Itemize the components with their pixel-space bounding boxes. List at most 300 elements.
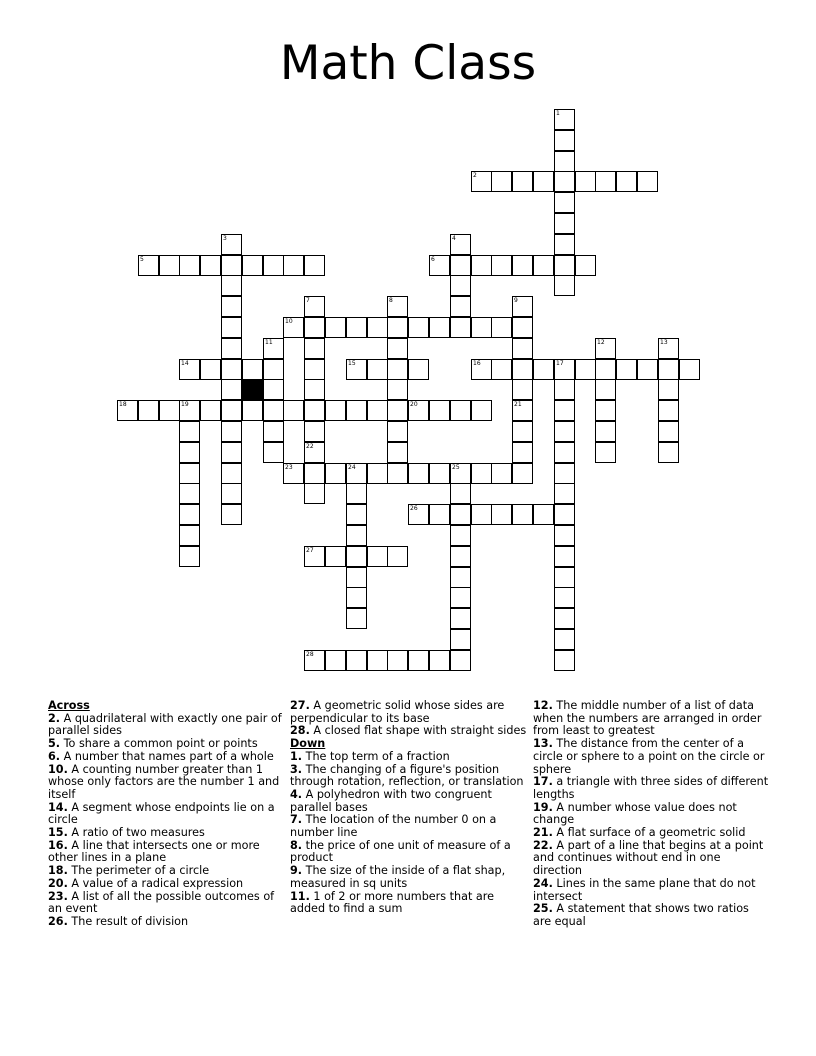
grid-cell[interactable] [242, 400, 263, 421]
cell-number: 10 [285, 318, 293, 325]
clue-column-3 [533, 700, 769, 929]
cell-number: 16 [473, 360, 481, 367]
grid-cell[interactable] [408, 317, 429, 338]
cell-number: 17 [556, 360, 564, 367]
grid-cell[interactable] [658, 338, 679, 359]
clue-number: 1. [290, 749, 303, 763]
grid-cell[interactable] [138, 255, 159, 276]
cell-number: 28 [306, 651, 314, 658]
grid-cell[interactable] [159, 255, 180, 276]
across-clue [290, 700, 528, 725]
grid-cell[interactable] [221, 359, 242, 380]
grid-cell[interactable] [221, 275, 242, 296]
clue-text: The middle number of a list of data when the numbers are arranged in order from least to greatest [533, 699, 762, 738]
grid-cell[interactable] [283, 400, 304, 421]
grid-cell[interactable] [554, 275, 575, 296]
grid-cell[interactable] [554, 213, 575, 234]
grid-cell[interactable] [221, 442, 242, 463]
grid-cell[interactable] [179, 546, 200, 567]
grid-cell[interactable] [471, 400, 492, 421]
clue-text: The result of division [71, 914, 189, 928]
cell-number: 27 [306, 547, 314, 554]
cell-number: 15 [348, 360, 356, 367]
across-clue [48, 891, 284, 916]
grid-cell[interactable] [346, 359, 367, 380]
grid-cell[interactable] [429, 504, 450, 525]
grid-cell[interactable] [408, 463, 429, 484]
across-clue [48, 802, 284, 827]
cell-number: 6 [431, 256, 435, 263]
grid-cell[interactable] [221, 421, 242, 442]
clue-number: 14. [48, 800, 68, 814]
grid-cell[interactable] [554, 379, 575, 400]
grid-cell[interactable] [450, 629, 471, 650]
block-cell [242, 379, 263, 400]
cell-number: 18 [119, 401, 127, 408]
grid-cell[interactable] [346, 587, 367, 608]
grid-cell[interactable] [429, 650, 450, 671]
grid-cell[interactable] [304, 421, 325, 442]
grid-cell[interactable] [554, 421, 575, 442]
grid-cell[interactable] [471, 463, 492, 484]
grid-cell[interactable] [554, 130, 575, 151]
grid-cell[interactable] [179, 442, 200, 463]
grid-cell[interactable] [595, 171, 616, 192]
grid-cell[interactable] [387, 421, 408, 442]
clue-text: 1 of 2 or more numbers that are added to find a sum [290, 889, 495, 916]
grid-cell[interactable] [450, 608, 471, 629]
clue-number: 8. [290, 838, 303, 852]
grid-cell[interactable] [346, 525, 367, 546]
grid-cell[interactable] [346, 608, 367, 629]
clue-text: A polyhedron with two congruent parallel bases [290, 787, 492, 814]
grid-cell[interactable] [450, 546, 471, 567]
cell-number: 23 [285, 464, 293, 471]
grid-cell[interactable] [387, 379, 408, 400]
grid-cell[interactable] [283, 255, 304, 276]
clue-number: 10. [48, 762, 68, 776]
clue-number: 21. [533, 826, 553, 840]
grid-cell[interactable] [554, 567, 575, 588]
grid-cell[interactable] [595, 338, 616, 359]
clue-number: 27. [290, 699, 310, 712]
grid-cell[interactable] [491, 463, 512, 484]
clue-number: 24. [533, 876, 553, 890]
grid-cell[interactable] [616, 171, 637, 192]
cell-number: 26 [410, 505, 418, 512]
grid-cell[interactable] [450, 234, 471, 255]
grid-cell[interactable] [471, 317, 492, 338]
across-clue [290, 725, 528, 738]
clue-number: 15. [48, 826, 68, 840]
grid-cell[interactable] [387, 546, 408, 567]
grid-cell[interactable] [554, 608, 575, 629]
grid-cell[interactable] [346, 463, 367, 484]
grid-cell[interactable] [346, 400, 367, 421]
clue-number: 9. [290, 864, 303, 878]
cell-number: 21 [514, 401, 522, 408]
clue-number: 19. [533, 800, 553, 814]
down-clue [533, 776, 769, 801]
across-heading: Across [48, 699, 90, 712]
grid-cell[interactable] [200, 359, 221, 380]
grid-cell[interactable] [471, 359, 492, 380]
cell-number: 9 [514, 297, 518, 304]
clue-number: 12. [533, 699, 553, 712]
cell-number: 19 [181, 401, 189, 408]
grid-cell[interactable] [595, 421, 616, 442]
down-clue [290, 814, 528, 839]
down-clue [290, 840, 528, 865]
grid-cell[interactable] [179, 483, 200, 504]
across-clue [48, 916, 284, 929]
clue-text: a triangle with three sides of different lengths [533, 775, 769, 801]
grid-cell[interactable] [512, 421, 533, 442]
grid-cell[interactable] [408, 650, 429, 671]
clue-text: A line that intersects one or more other lines in a plane [48, 838, 260, 865]
grid-cell[interactable] [304, 296, 325, 317]
clue-text: The perimeter of a circle [71, 864, 210, 878]
grid-cell[interactable] [637, 171, 658, 192]
grid-cell[interactable] [367, 463, 388, 484]
clue-text: A geometric solid whose sides are perpendicular to its base [290, 699, 505, 725]
grid-cell[interactable] [117, 400, 138, 421]
cell-number: 8 [389, 297, 393, 304]
grid-cell[interactable] [387, 338, 408, 359]
grid-cell[interactable] [512, 504, 533, 525]
grid-cell[interactable] [658, 359, 679, 380]
clue-text: The top term of a fraction [305, 749, 450, 763]
clue-text: A list of all the possible outcomes of an event [48, 889, 275, 916]
grid-cell[interactable] [221, 463, 242, 484]
grid-cell[interactable] [554, 151, 575, 172]
down-clue [290, 865, 528, 890]
grid-cell[interactable] [263, 338, 284, 359]
grid-cell[interactable] [179, 400, 200, 421]
grid-cell[interactable] [325, 650, 346, 671]
clue-text: A quadrilateral with exactly one pair of parallel sides [48, 711, 282, 738]
grid-cell[interactable] [595, 442, 616, 463]
grid-cell[interactable] [283, 463, 304, 484]
grid-cell[interactable] [325, 317, 346, 338]
grid-cell[interactable] [595, 379, 616, 400]
grid-cell[interactable] [179, 359, 200, 380]
grid-cell[interactable] [387, 400, 408, 421]
grid-cell[interactable] [304, 442, 325, 463]
grid-cell[interactable] [408, 400, 429, 421]
grid-cell[interactable] [658, 400, 679, 421]
grid-cell[interactable] [450, 275, 471, 296]
clue-number: 4. [290, 787, 303, 801]
across-clue [48, 713, 284, 738]
clue-column-1 [48, 700, 284, 929]
grid-cell[interactable] [179, 504, 200, 525]
grid-cell[interactable] [263, 255, 284, 276]
grid-cell[interactable] [595, 359, 616, 380]
down-clue [533, 802, 769, 827]
clue-text: A part of a line that begins at a point and continues without end in one direction [533, 838, 764, 878]
cell-number: 5 [140, 256, 144, 263]
grid-cell[interactable] [637, 359, 658, 380]
grid-cell[interactable] [179, 463, 200, 484]
clue-number: 7. [290, 813, 303, 827]
grid-cell[interactable] [367, 359, 388, 380]
grid-cell[interactable] [304, 359, 325, 380]
down-clue [533, 878, 769, 903]
down-heading: Down [290, 737, 326, 751]
grid-cell[interactable] [367, 546, 388, 567]
grid-cell[interactable] [616, 359, 637, 380]
grid-cell[interactable] [242, 359, 263, 380]
grid-cell[interactable] [450, 504, 471, 525]
down-clue [290, 764, 528, 789]
cell-number: 3 [223, 235, 227, 242]
grid-cell[interactable] [450, 525, 471, 546]
grid-cell[interactable] [471, 504, 492, 525]
grid-cell[interactable] [512, 255, 533, 276]
grid-cell[interactable] [512, 296, 533, 317]
grid-cell[interactable] [554, 192, 575, 213]
grid-cell[interactable] [283, 317, 304, 338]
grid-cell[interactable] [554, 463, 575, 484]
grid-cell[interactable] [387, 442, 408, 463]
grid-cell[interactable] [367, 400, 388, 421]
grid-cell[interactable] [367, 317, 388, 338]
clue-number: 6. [48, 749, 61, 763]
grid-cell[interactable] [221, 379, 242, 400]
grid-cell[interactable] [429, 317, 450, 338]
across-clue [48, 840, 284, 865]
grid-cell[interactable] [575, 255, 596, 276]
grid-cell[interactable] [325, 546, 346, 567]
grid-cell[interactable] [491, 255, 512, 276]
grid-cell[interactable] [471, 255, 492, 276]
grid-cell[interactable] [387, 317, 408, 338]
cell-number: 25 [452, 464, 460, 471]
grid-cell[interactable] [221, 296, 242, 317]
grid-cell[interactable] [387, 650, 408, 671]
grid-cell[interactable] [512, 442, 533, 463]
grid-cell[interactable] [554, 109, 575, 130]
grid-cell[interactable] [450, 255, 471, 276]
grid-cell[interactable] [491, 504, 512, 525]
grid-cell[interactable] [325, 400, 346, 421]
grid-cell[interactable] [221, 255, 242, 276]
grid-cell[interactable] [512, 463, 533, 484]
clue-number: 3. [290, 762, 303, 776]
grid-cell[interactable] [387, 359, 408, 380]
clue-text: A statement that shows two ratios are equal [533, 902, 749, 928]
clue-text: The size of the inside of a flat shap, measured in sq units [290, 864, 506, 890]
grid-cell[interactable] [263, 442, 284, 463]
grid-cell[interactable] [533, 359, 554, 380]
clue-number: 2. [48, 711, 61, 725]
grid-cell[interactable] [554, 483, 575, 504]
down-clue [290, 891, 528, 916]
clue-text: Lines in the same plane that do not intersect [533, 876, 756, 903]
grid-cell[interactable] [221, 400, 242, 421]
down-clue [533, 738, 769, 776]
grid-cell[interactable] [658, 442, 679, 463]
clue-text: The distance from the center of a circle or sphere to a point on the circle or sphere [533, 737, 765, 776]
grid-cell[interactable] [533, 504, 554, 525]
grid-cell[interactable] [512, 400, 533, 421]
grid-cell[interactable] [554, 234, 575, 255]
clue-text: A segment whose endpoints lie on a circle [48, 800, 275, 827]
cell-number: 24 [348, 464, 356, 471]
clue-number: 13. [533, 737, 553, 751]
grid-cell[interactable] [159, 400, 180, 421]
clue-text: A ratio of two measures [71, 826, 205, 840]
grid-cell[interactable] [450, 650, 471, 671]
grid-cell[interactable] [554, 359, 575, 380]
grid-cell[interactable] [263, 421, 284, 442]
grid-cell[interactable] [450, 317, 471, 338]
grid-cell[interactable] [179, 421, 200, 442]
grid-cell[interactable] [658, 421, 679, 442]
grid-cell[interactable] [179, 255, 200, 276]
grid-cell[interactable] [575, 359, 596, 380]
cell-number: 13 [660, 339, 668, 346]
cell-number: 20 [410, 401, 418, 408]
grid-cell[interactable] [450, 483, 471, 504]
grid-cell[interactable] [595, 400, 616, 421]
grid-cell[interactable] [450, 400, 471, 421]
grid-cell[interactable] [429, 255, 450, 276]
grid-cell[interactable] [408, 504, 429, 525]
cell-number: 12 [597, 339, 605, 346]
grid-cell[interactable] [512, 359, 533, 380]
grid-cell[interactable] [200, 400, 221, 421]
grid-cell[interactable] [346, 567, 367, 588]
grid-cell[interactable] [450, 567, 471, 588]
grid-cell[interactable] [346, 650, 367, 671]
grid-cell[interactable] [221, 504, 242, 525]
grid-cell[interactable] [138, 400, 159, 421]
cell-number: 7 [306, 297, 310, 304]
grid-cell[interactable] [491, 317, 512, 338]
grid-cell[interactable] [512, 171, 533, 192]
clue-text: A number that names part of a whole [63, 749, 274, 763]
grid-cell[interactable] [263, 379, 284, 400]
clue-text: The changing of a figure's position through rotation, reflection, or translation [290, 762, 524, 789]
cell-number: 22 [306, 443, 314, 450]
grid-cell[interactable] [325, 463, 346, 484]
grid-cell[interactable] [554, 587, 575, 608]
clue-number: 11. [290, 889, 310, 903]
grid-cell[interactable] [554, 525, 575, 546]
clue-number: 22. [533, 838, 553, 852]
grid-cell[interactable] [679, 359, 700, 380]
clue-number: 25. [533, 902, 553, 916]
grid-cell[interactable] [221, 338, 242, 359]
grid-cell[interactable] [429, 400, 450, 421]
grid-cell[interactable] [512, 379, 533, 400]
grid-cell[interactable] [533, 171, 554, 192]
clue-text: To share a common point or points [63, 737, 258, 751]
grid-cell[interactable] [658, 379, 679, 400]
grid-cell[interactable] [554, 400, 575, 421]
grid-cell[interactable] [346, 504, 367, 525]
clue-text: A counting number greater than 1 whose only factors are the number 1 and itself [48, 762, 280, 801]
grid-cell[interactable] [491, 171, 512, 192]
grid-cell[interactable] [221, 483, 242, 504]
clue-text: A value of a radical expression [71, 876, 244, 890]
clue-number: 16. [48, 838, 68, 852]
grid-cell[interactable] [304, 483, 325, 504]
grid-cell[interactable] [304, 463, 325, 484]
grid-cell[interactable] [304, 379, 325, 400]
grid-cell[interactable] [554, 504, 575, 525]
grid-cell[interactable] [408, 359, 429, 380]
grid-cell[interactable] [554, 442, 575, 463]
grid-cell[interactable] [304, 546, 325, 567]
grid-cell[interactable] [554, 629, 575, 650]
grid-cell[interactable] [263, 359, 284, 380]
grid-cell[interactable] [221, 317, 242, 338]
clue-text: A flat surface of a geometric solid [556, 826, 746, 840]
cell-number: 4 [452, 235, 456, 242]
grid-cell[interactable] [512, 317, 533, 338]
grid-cell[interactable] [554, 650, 575, 671]
grid-cell[interactable] [575, 171, 596, 192]
grid-cell[interactable] [200, 255, 221, 276]
grid-cell[interactable] [304, 338, 325, 359]
grid-cell[interactable] [450, 463, 471, 484]
grid-cell[interactable] [304, 317, 325, 338]
clue-number: 28. [290, 724, 310, 738]
grid-cell[interactable] [242, 255, 263, 276]
grid-cell[interactable] [221, 234, 242, 255]
grid-cell[interactable] [450, 587, 471, 608]
grid-cell[interactable] [346, 483, 367, 504]
down-clue [533, 840, 769, 878]
grid-cell[interactable] [429, 463, 450, 484]
grid-cell[interactable] [346, 317, 367, 338]
clue-text: the price of one unit of measure of a product [290, 838, 511, 865]
grid-cell[interactable] [387, 296, 408, 317]
grid-cell[interactable] [491, 359, 512, 380]
down-clue [533, 700, 769, 738]
grid-cell[interactable] [179, 525, 200, 546]
grid-cell[interactable] [304, 400, 325, 421]
grid-cell[interactable] [471, 171, 492, 192]
clue-number: 17. [533, 775, 553, 789]
grid-cell[interactable] [554, 255, 575, 276]
cell-number: 11 [265, 339, 273, 346]
clue-number: 26. [48, 914, 68, 928]
grid-cell[interactable] [387, 463, 408, 484]
grid-cell[interactable] [450, 296, 471, 317]
clue-text: A number whose value does not change [533, 800, 737, 827]
clue-text: The location of the number 0 on a number line [290, 813, 497, 840]
grid-cell[interactable] [512, 338, 533, 359]
grid-cell[interactable] [304, 650, 325, 671]
grid-cell[interactable] [554, 171, 575, 192]
cell-number: 1 [556, 110, 560, 117]
clue-number: 18. [48, 864, 68, 878]
grid-cell[interactable] [533, 255, 554, 276]
clue-number: 23. [48, 889, 68, 903]
grid-cell[interactable] [346, 546, 367, 567]
grid-cell[interactable] [554, 546, 575, 567]
page-title: Math Class [279, 36, 537, 91]
grid-cell[interactable] [263, 400, 284, 421]
grid-cell[interactable] [367, 650, 388, 671]
grid-cell[interactable] [304, 255, 325, 276]
cell-number: 2 [473, 172, 477, 179]
clue-text: A closed flat shape with straight sides [313, 724, 527, 738]
